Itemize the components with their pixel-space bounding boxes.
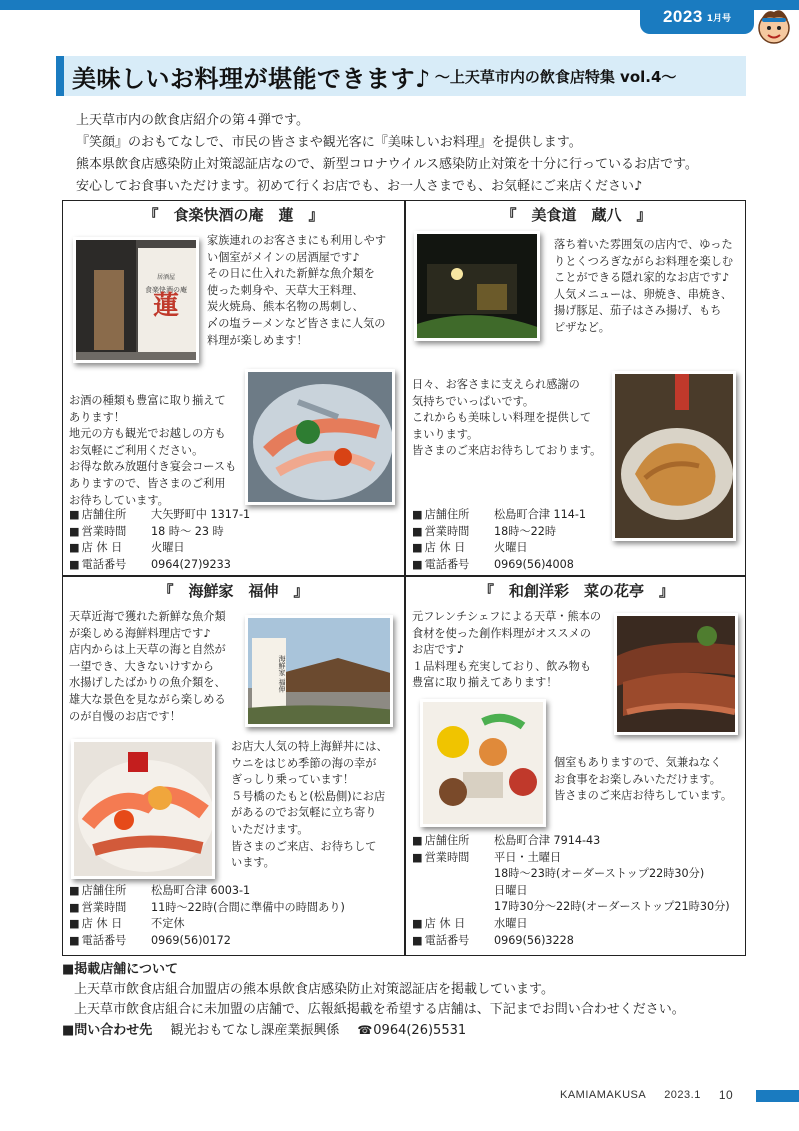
info-row: ■ 電話番号 0964(27)9233 bbox=[69, 557, 250, 574]
oden-photo bbox=[420, 699, 546, 827]
shop-description-2 bbox=[69, 393, 236, 509]
desc-line: 料理が楽しめます！ bbox=[207, 333, 308, 347]
restaurant-exterior-photo bbox=[245, 615, 393, 727]
desc-line: まいります。 bbox=[412, 427, 479, 441]
storefront-sign-big: 蓮 bbox=[152, 291, 179, 321]
desc-line: １品料理も充実しており、飲み物も bbox=[412, 659, 592, 673]
contact-phone bbox=[357, 1020, 466, 1041]
desc-line: 〆の塩ラーメンなど皆さまに人気の bbox=[207, 316, 386, 330]
desc-line: 元フレンチシェフによる天草・熊本の bbox=[412, 610, 602, 623]
desc-line: いただけます。 bbox=[231, 822, 309, 836]
shop-grid bbox=[62, 200, 746, 956]
info-row: ■ 店舗住所 松島町合津 7914-43 bbox=[412, 833, 730, 850]
info-row: 17時30分〜22時(オーダーストップ21時30分) bbox=[494, 900, 730, 914]
title-band bbox=[56, 56, 746, 96]
sashimi-image bbox=[248, 372, 395, 505]
shop-description bbox=[69, 609, 226, 725]
shop-card-fukushin bbox=[63, 577, 404, 957]
desc-line: その日に仕入れた新鮮な魚介類を bbox=[207, 267, 375, 281]
desc-line: ウニをはじめ季節の海の幸が bbox=[231, 756, 377, 770]
notice-section bbox=[62, 960, 782, 1041]
storefront-photo bbox=[73, 237, 199, 363]
shop-description-2 bbox=[231, 739, 388, 872]
shop-name: 『 和創洋彩 菜の花亭 』 bbox=[478, 582, 674, 600]
oden-image bbox=[423, 702, 546, 827]
desc-line: 日々、お客さまに支えられ感謝の bbox=[412, 378, 580, 391]
desc-line: お待ちしています。 bbox=[69, 493, 169, 507]
desc-line: お店大人気の特上海鮮丼には、 bbox=[231, 740, 388, 753]
notice-heading: ■ 掲載店舗について bbox=[62, 960, 782, 980]
desc-line: 皆さまのご来店お待ちしております。 bbox=[412, 444, 602, 458]
desc-line: 店内からは上天草の海と自然が bbox=[69, 643, 226, 657]
desc-line: 雄大な景色を見ながら楽しめる bbox=[69, 692, 226, 706]
sashimi-photo bbox=[245, 369, 395, 505]
info-row: ■ 電話番号 0969(56)3228 bbox=[412, 933, 730, 950]
info-row: ■ 電話番号 0969(56)4008 bbox=[412, 557, 586, 574]
desc-line: 水揚げしたばかりの魚介類を、 bbox=[69, 676, 226, 690]
night-exterior-image bbox=[417, 234, 540, 341]
desc-line: あります！ bbox=[69, 410, 125, 424]
shop-card-kurahachi bbox=[406, 201, 747, 575]
desc-line: 一望でき、大きないけすから bbox=[69, 659, 214, 673]
steak-image bbox=[617, 616, 738, 735]
desc-line: 炭火焼鳥、熊本名物の馬刺し、 bbox=[207, 300, 364, 314]
intro-line: 上天草市内の飲食店紹介の第４弾です。 bbox=[76, 113, 309, 128]
desc-line: お食事をお楽しみいただけます。 bbox=[554, 772, 721, 786]
shop-card-nanohanatei bbox=[406, 577, 747, 957]
info-row: ■ 営業時間 18時〜22時 bbox=[412, 524, 586, 541]
page-title: 美味しいお料理が堪能できます♪ bbox=[72, 64, 431, 93]
desc-line: 豊富に取り揃えてあります！ bbox=[412, 676, 558, 690]
info-row: ■ 店舗住所 松島町合津 114-1 bbox=[412, 507, 586, 524]
shop-name: 『 美食道 蔵八 』 bbox=[501, 206, 652, 224]
desc-line: 皆さまのご来店、お待ちして bbox=[231, 839, 377, 853]
footer-issue: 2023.1 bbox=[664, 1089, 701, 1101]
storefront-sign-small: 居酒屋 bbox=[156, 274, 175, 281]
issue-year: 2023 bbox=[662, 7, 703, 26]
info-row: ■ 営業時間 11時〜22時(合間に準備中の時間あり) bbox=[69, 900, 345, 917]
fukushin-sign-text: 海鮮家 福伸 bbox=[278, 655, 286, 693]
desc-line: ことができる隠れ家的なお店です♪ bbox=[554, 271, 729, 285]
contact-dept: 観光おもてなし課産業振興係 bbox=[170, 1022, 340, 1038]
desc-line: のが自慢のお店です！ bbox=[69, 709, 181, 723]
info-row: ■ 営業時間 平日・土曜日 bbox=[412, 850, 730, 867]
phone-number: 0964(26)5531 bbox=[373, 1023, 467, 1038]
contact-info bbox=[62, 1020, 782, 1041]
shop-info bbox=[412, 833, 730, 949]
shop-description-2 bbox=[554, 755, 732, 805]
info-row: ■ 店 休 日 水曜日 bbox=[412, 916, 730, 933]
desc-line: 気持ちでいっぱいです。 bbox=[412, 394, 535, 408]
shop-card-ren bbox=[63, 201, 404, 575]
night-exterior-photo bbox=[414, 231, 540, 341]
shop-description bbox=[412, 609, 601, 692]
desc-line: が楽しめる海鮮料理店です♪ bbox=[69, 626, 211, 640]
issue-month: 1月号 bbox=[706, 13, 732, 24]
desc-line: 揚げ豚足、茄子はさみ揚げ、もち bbox=[554, 304, 722, 318]
desc-line: 地元の方も観光でお越しの方も bbox=[69, 427, 226, 441]
desc-line: これからも美味しい料理を提供して bbox=[412, 411, 592, 425]
desc-line: 皆さまのご来店お待ちしています。 bbox=[554, 789, 733, 803]
kaisendon-image bbox=[74, 742, 215, 879]
desc-line: があるのでお気軽に立ち寄り bbox=[231, 806, 377, 820]
shop-description bbox=[554, 237, 733, 337]
kaisendon-photo bbox=[71, 739, 215, 879]
desc-line: お得な飲み放題付き宴会コースも bbox=[69, 460, 237, 474]
shop-info bbox=[69, 883, 345, 949]
shop-info bbox=[412, 507, 586, 573]
steak-photo bbox=[614, 613, 738, 735]
page-subtitle: 〜上天草市内の飲食店特集 vol.4〜 bbox=[434, 67, 677, 86]
footer-accent-bar bbox=[756, 1090, 799, 1102]
desc-line: 個室もありますので、気兼ねなく bbox=[554, 756, 722, 769]
desc-line: ５号橋のたもと(松島側)にお店 bbox=[231, 789, 386, 803]
fried-pork-image bbox=[615, 374, 736, 541]
desc-line: ありますので、皆さまのご利用 bbox=[69, 476, 226, 490]
desc-line: 人気メニューは、卵焼き、串焼き、 bbox=[554, 287, 733, 301]
desc-line: ぎっしり乗っています！ bbox=[231, 773, 355, 787]
desc-line: お店です♪ bbox=[412, 643, 464, 657]
shop-name: 『 食楽快酒の庵 蓮 』 bbox=[143, 206, 324, 224]
notice-line: 上天草市飲食店組合に未加盟の店舗で、広報紙掲載を希望する店舗は、下記までお問い合わせください。 bbox=[74, 1002, 685, 1017]
desc-line: 落ち着いた雰囲気の店内で、ゆった bbox=[554, 238, 733, 251]
mascot-icon bbox=[752, 4, 796, 48]
desc-line: い個室がメインの居酒屋です♪ bbox=[207, 250, 360, 264]
magazine-name: KAMIAMAKUSA bbox=[560, 1089, 647, 1101]
info-row: ■ 店舗住所 松島町合津 6003-1 bbox=[69, 883, 345, 900]
shop-name: 『 海鮮家 福伸 』 bbox=[158, 582, 309, 600]
footer bbox=[560, 1088, 733, 1102]
info-row: 日曜日 bbox=[494, 883, 528, 897]
shop-info bbox=[69, 507, 250, 573]
intro-text bbox=[76, 110, 776, 198]
shop-description-2 bbox=[412, 377, 601, 460]
storefront-sign-name: 食楽快酒の庵 bbox=[145, 286, 187, 294]
desc-line: お酒の種類も豊富に取り揃えて bbox=[69, 394, 226, 407]
desc-line: 家族連れのお客さまにも利用しやす bbox=[207, 234, 387, 247]
info-row: ■ 店 休 日 火曜日 bbox=[412, 540, 586, 557]
phone-icon: ☎ bbox=[357, 1023, 373, 1037]
shop-description bbox=[207, 233, 386, 349]
desc-line: 天草近海で獲れた新鮮な魚介類 bbox=[69, 610, 226, 623]
fried-pork-photo bbox=[612, 371, 736, 541]
page-number: 10 bbox=[718, 1088, 734, 1102]
desc-line: ピザなど。 bbox=[554, 320, 610, 334]
desc-line: お気軽にご利用ください。 bbox=[69, 443, 204, 457]
info-row: ■ 電話番号 0969(56)0172 bbox=[69, 933, 345, 950]
contact-label: ■ 問い合わせ先 bbox=[62, 1021, 152, 1041]
info-row: ■ 店 休 日 火曜日 bbox=[69, 540, 250, 557]
desc-line: りとくつろぎながらお料理を楽しむ bbox=[554, 254, 734, 268]
info-row: ■ 店舗住所 大矢野町中 1317-1 bbox=[69, 507, 250, 524]
notice-line: 上天草市飲食店組合加盟店の熊本県飲食店感染防止対策認証店を掲載しています。 bbox=[74, 982, 554, 997]
intro-line: 安心してお食事いただけます。初めて行くお店でも、お一人さまでも、お気軽にご来店ください♪ bbox=[76, 179, 643, 194]
info-row: ■ 営業時間 18 時〜 23 時 bbox=[69, 524, 250, 541]
info-row: 18時〜23時(オーダーストップ22時30分) bbox=[494, 867, 705, 881]
desc-line: います。 bbox=[231, 856, 275, 870]
intro-line: 熊本県飲食店感染防止対策認証店なので、新型コロナウイルス感染防止対策を十分に行っているお店です。 bbox=[76, 157, 698, 172]
issue-tab bbox=[640, 0, 754, 34]
intro-line: 『笑顔』のおもてなしで、市民の皆さまや観光客に『美味しいお料理』を提供します。 bbox=[76, 135, 582, 150]
desc-line: 使った刺身や、天草大王料理、 bbox=[207, 283, 364, 297]
info-row: ■ 店 休 日 不定休 bbox=[69, 916, 345, 933]
desc-line: 食材を使った創作料理がオススメの bbox=[412, 626, 591, 640]
